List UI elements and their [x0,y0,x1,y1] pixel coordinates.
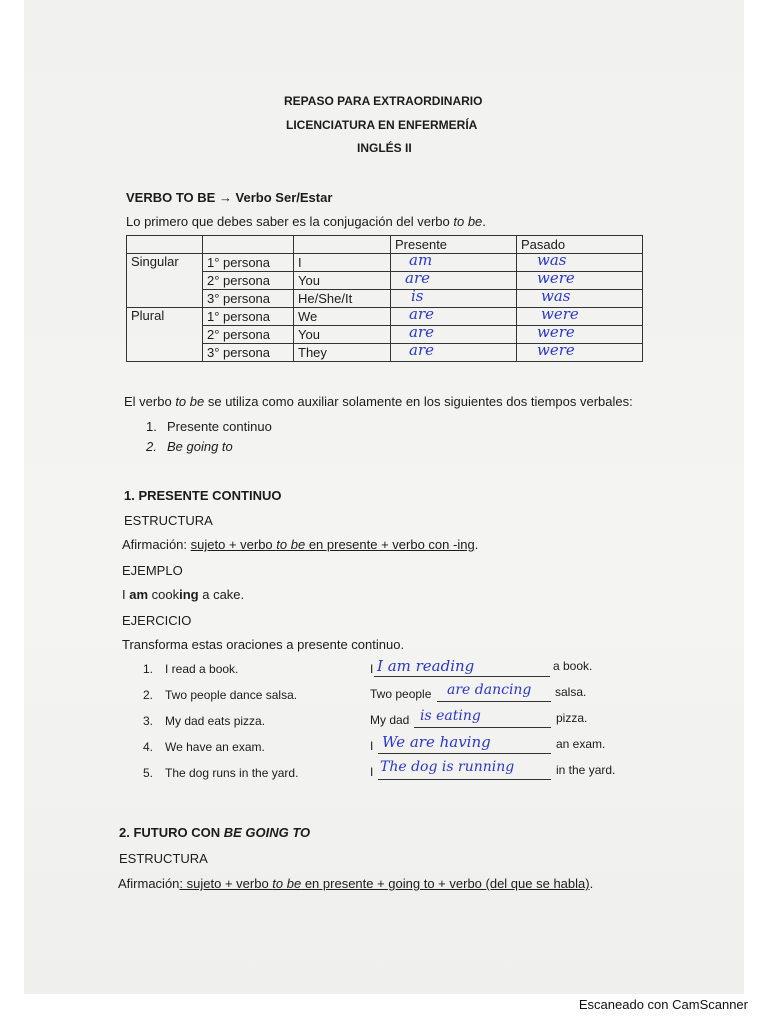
col-header-pasado: Pasado [517,236,643,254]
answer-line [437,701,551,702]
table-cell [203,236,294,254]
afirm-part-a: : sujeto + verbo [179,876,273,891]
answer-line [374,676,550,677]
exercise-number: 5. [143,766,154,780]
exercise-number: 1. [143,662,154,676]
afirm-label: Afirmación [118,876,180,891]
handwritten-answer: The dog is running [380,759,515,775]
pasado-cell [517,287,643,308]
afirm-label: Afirmación: [122,537,191,552]
pronoun-cell: You [294,326,391,344]
answer-line [414,727,551,728]
afirm-end: . [589,876,594,891]
exercise-sentence: I read a book. [165,662,239,676]
exercise-suffix: an exam. [556,737,606,751]
header-line-2: LICENCIATURA EN ENFERMERÍA [286,118,478,132]
section2-title-a: 2. FUTURO CON [119,825,224,840]
pronoun-cell: I [294,254,391,272]
exercise-prefix: My dad [370,713,410,727]
usage-text-end: se utiliza como auxiliar solamente en los siguientes dos tiempos verbales: [204,394,633,409]
pasado-cell [517,251,643,272]
example-b: am [129,587,149,602]
handwritten-answer: I am reading [377,657,475,675]
handwritten-answer: is eating [420,708,481,724]
afirm-formula [179,876,589,891]
usage-item-2 [146,439,233,454]
persona-cell: 2° persona [203,272,294,290]
table-cell [294,236,391,254]
example-a: I [122,587,130,602]
answer-line [378,753,551,754]
exercise-number: 4. [143,740,154,754]
afirm-em: to be [272,876,302,891]
exercise-suffix: pizza. [556,711,588,725]
list-label: Presente continuo [167,419,272,434]
exercise-suffix: a book. [553,659,593,673]
answer-line [378,779,551,780]
exercise-sentence: My dad eats pizza. [165,714,266,728]
usage-text [124,394,633,409]
section1-ejercicio: EJERCICIO [122,613,192,628]
exercise-suffix: in the yard. [556,763,616,777]
handwritten-pasado: was [537,251,567,269]
usage-text-start: El verbo [124,394,176,409]
afirm-part-b: en presente + verbo con -ing [305,537,475,552]
presente-cell [391,341,517,362]
persona-cell: 3° persona [203,290,294,308]
exercise-sentence: Two people dance salsa. [165,688,298,702]
conjugation-table [126,235,643,362]
section1-estructura: ESTRUCTURA [124,513,213,528]
exercise-number: 2. [143,688,154,702]
list-number: 2. [146,439,157,454]
exercise-prefix: I [370,765,374,779]
handwritten-presente: am [409,251,433,269]
afirm-part-b: en presente + going to + verbo (del que se habla) [301,876,590,891]
usage-item-1 [146,419,272,434]
section1-instruction: Transforma estas oraciones a presente continuo. [122,637,405,652]
afirm-em: to be [276,537,306,552]
table-row [127,344,643,362]
pasado-cell [517,305,643,326]
camscanner-footer: Escaneado con CamScanner [578,997,748,1012]
section2-estructura: ESTRUCTURA [119,851,208,866]
exercise-suffix: salsa. [555,685,587,699]
group-plural: Plural [127,308,203,362]
verb-section-intro [126,214,486,229]
persona-cell: 2° persona [203,326,294,344]
presente-cell [391,269,517,290]
intro-text-end: . [482,214,486,229]
handwritten-presente: are [405,269,430,287]
pasado-cell [517,323,643,344]
group-singular: Singular [127,254,203,308]
exercise-number: 3. [143,714,154,728]
pronoun-cell: We [294,308,391,326]
exercise-prefix: I [370,662,374,676]
handwritten-presente: are [409,341,434,359]
pronoun-cell: He/She/It [294,290,391,308]
exercise-prefix: I [370,739,374,753]
afirm-formula [191,537,475,552]
usage-text-em: to be [175,394,205,409]
example-d: ing [179,587,199,602]
handwritten-answer: are dancing [447,682,532,698]
example-e: a cake. [198,587,245,602]
handwritten-pasado: were [541,305,579,323]
intro-text-start: Lo primero que debes saber es la conjugación del verbo [126,214,454,229]
persona-cell: 1° persona [203,308,294,326]
header-line-1: REPASO PARA EXTRAORDINARIO [284,94,483,108]
col-header-presente: Presente [391,236,517,254]
handwritten-pasado: were [537,269,575,287]
exercise-sentence: We have an exam. [165,740,265,754]
afirm-end: . [474,537,479,552]
pronoun-cell: You [294,272,391,290]
verb-section-title: VERBO TO BE → Verbo Ser/Estar [126,190,333,205]
pasado-cell [517,341,643,362]
persona-cell: 3° persona [203,344,294,362]
persona-cell: 1° persona [203,254,294,272]
exercise-prefix: Two people [370,687,432,701]
pasado-cell [517,269,643,290]
intro-text-em: to be [453,214,483,229]
section2-title [119,825,310,840]
section2-afirmacion [118,876,593,891]
list-number: 1. [146,419,157,434]
section1-afirmacion [122,537,478,552]
afirm-part-a: sujeto + verbo [190,537,277,552]
handwritten-answer: We are having [382,733,491,751]
handwritten-presente: are [409,305,434,323]
pronoun-cell: They [294,344,391,362]
handwritten-pasado: were [537,341,575,359]
exercise-sentence: The dog runs in the yard. [165,766,299,780]
header-line-3: INGLÉS II [357,141,412,155]
section1-ejemplo: EJEMPLO [122,563,183,578]
section1-example [122,587,244,602]
handwritten-presente: is [411,287,424,305]
handwritten-presente: are [409,323,434,341]
table-cell [127,236,203,254]
section1-title: 1. PRESENTE CONTINUO [124,488,282,503]
handwritten-pasado: was [541,287,571,305]
example-c: cook [148,587,180,602]
list-label: Be going to [167,439,233,454]
section2-title-em: BE GOING TO [223,825,311,840]
handwritten-pasado: were [537,323,575,341]
